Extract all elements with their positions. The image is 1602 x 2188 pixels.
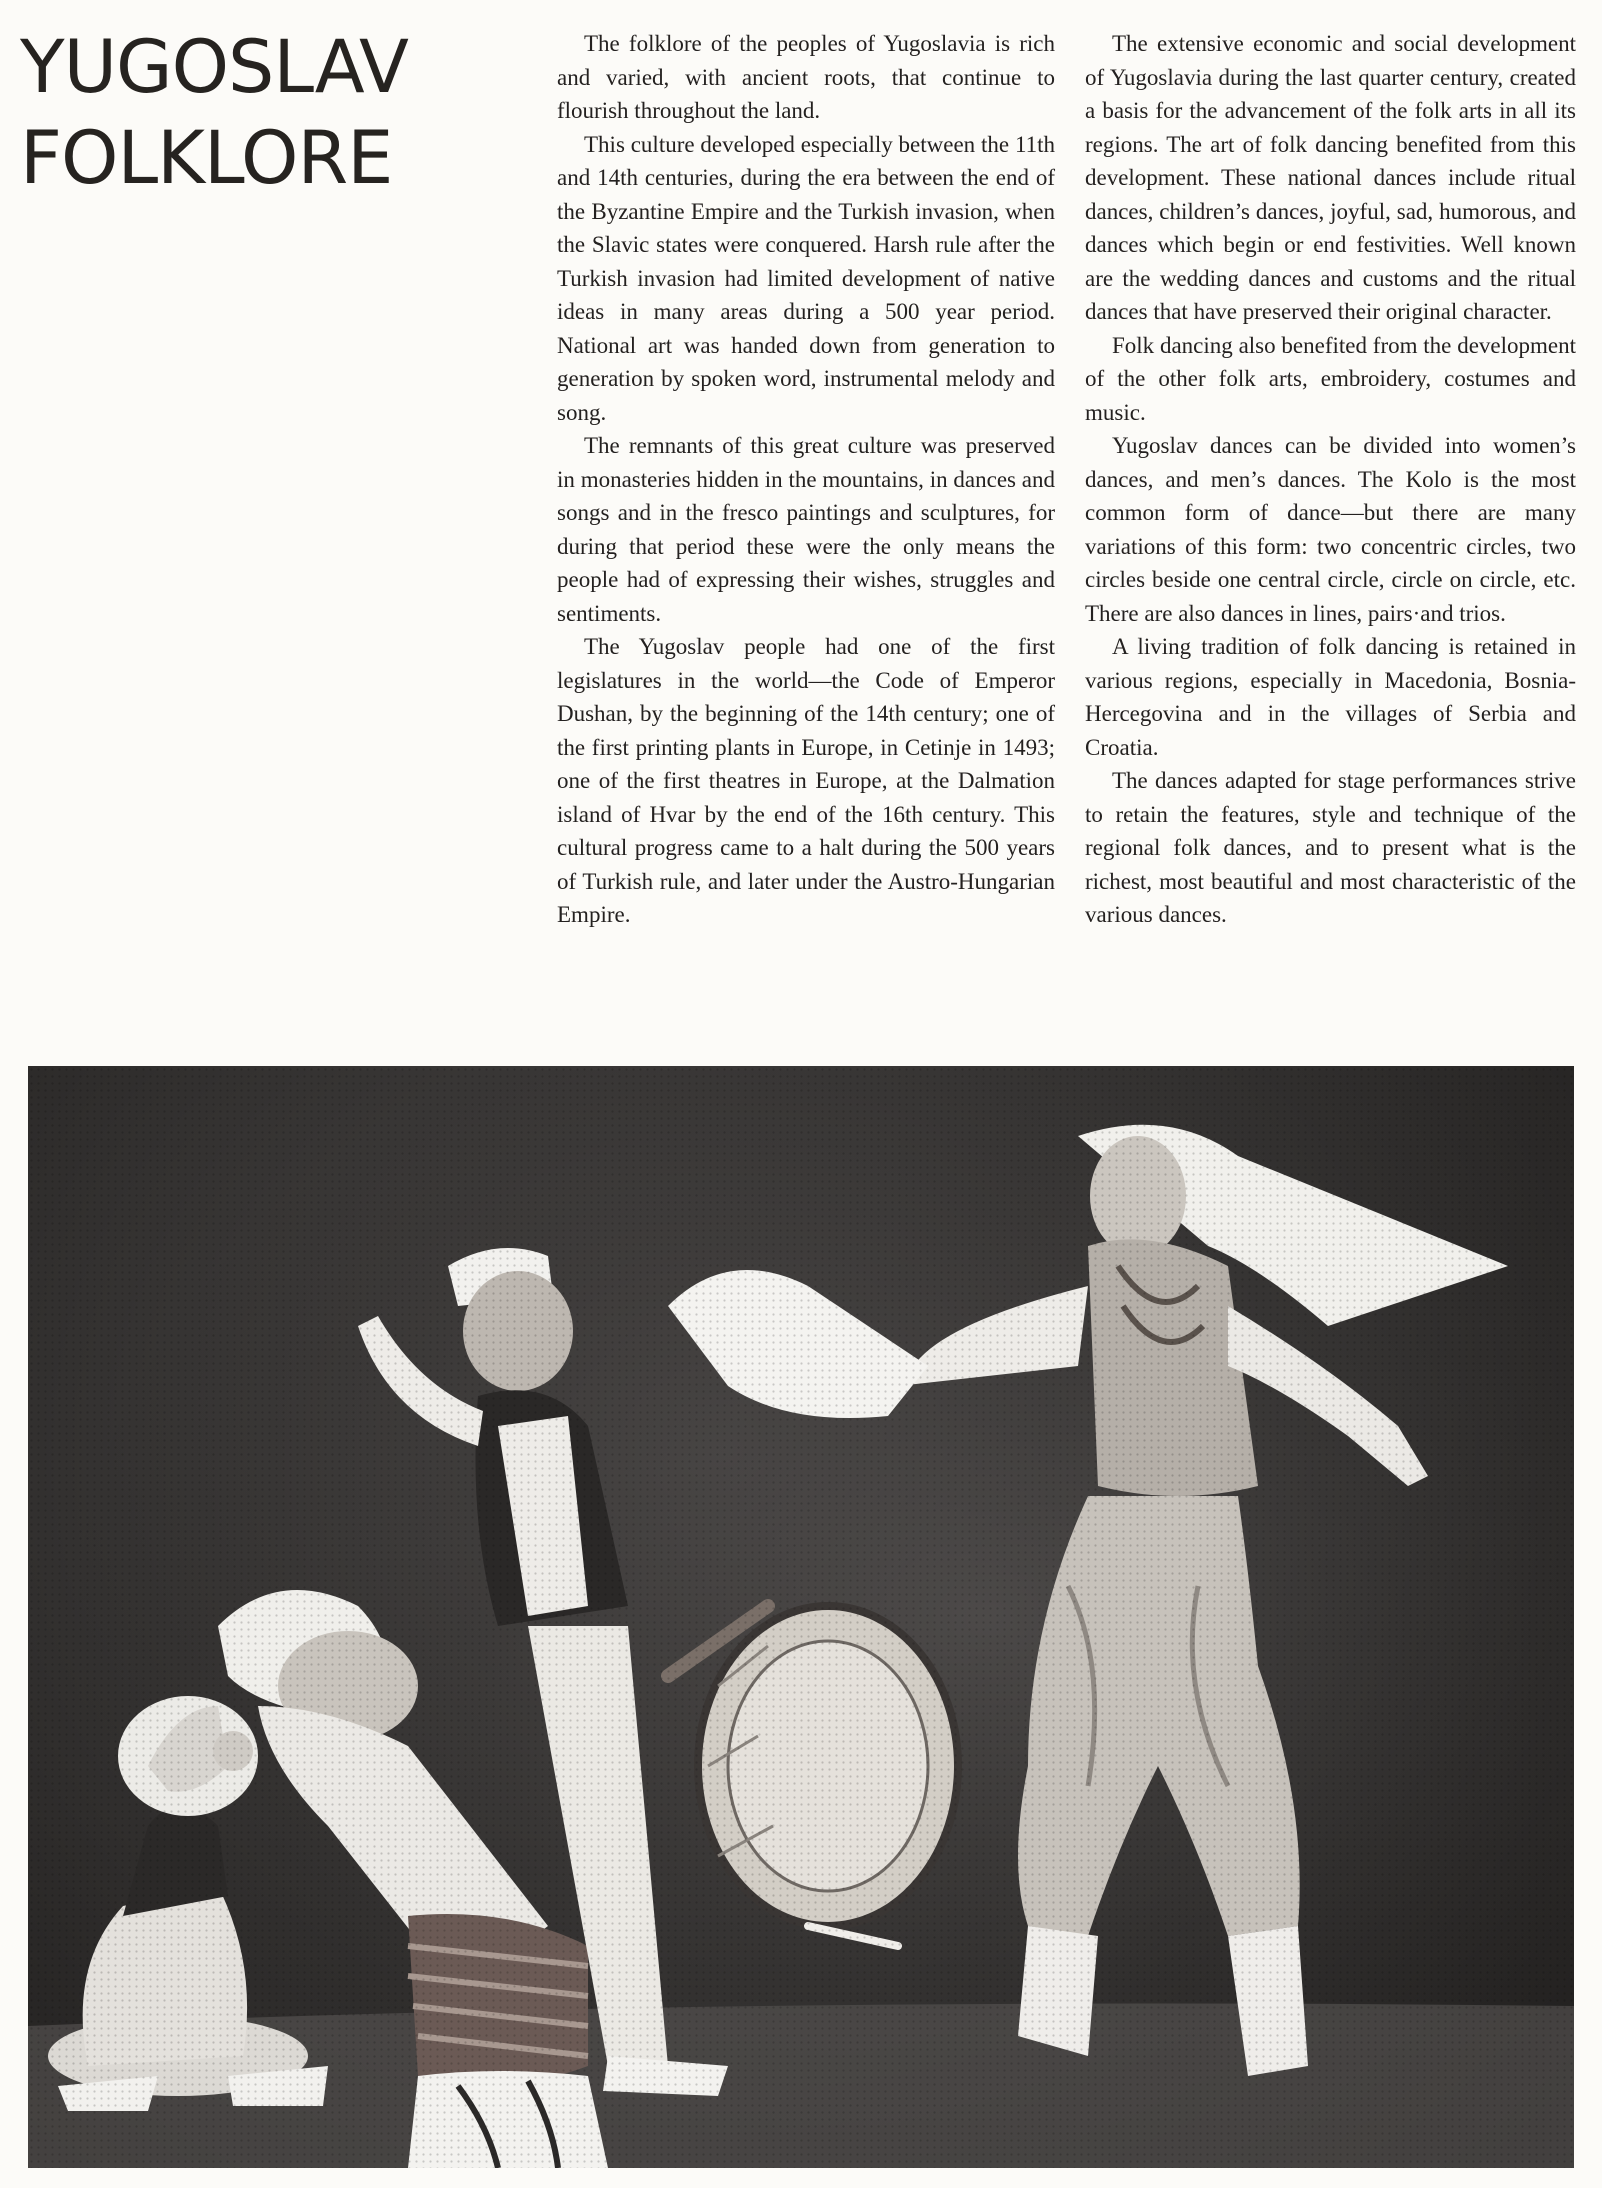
page-title: [20, 22, 500, 204]
page-title-line-2: FOLKLORE: [20, 116, 393, 201]
right-paragraph-2: Folk dancing also benefited from the development of the other folk arts, embroidery, costumes and music.: [1085, 332, 1576, 425]
left-text-column: [557, 27, 1055, 932]
left-paragraph-3: The remnants of this great culture was preserved in monasteries hidden in the mountains, in dances and songs and in the fresco paintings and sculptures, for during that period these were the only means the people had of expressing their wishes, struggles and sentiments.: [557, 433, 1055, 626]
left-paragraph-2: This culture developed especially between the 11th and 14th centuries, during the era between the end of the Byzantine Empire and the Turkish invasion, when the Slavic states were conquered. Harsh rule after the Turkish invasion had limited development of native ideas in many areas during a 500 year period. National art was handed down from generation to generation by spoken word, instrumental melody and song.: [557, 131, 1055, 425]
right-paragraph-4: A living tradition of folk dancing is retained in various regions, especially in Macedonia, Bosnia-Hercegovina and in the villages of Serbia and Croatia.: [1085, 634, 1576, 760]
left-paragraph-4: The Yugoslav people had one of the first legislatures in the world—the Code of Emperor Dushan, by the beginning of the 14th century; one of the first printing plants in Europe, in Cetinje in 1493; one of the first theatres in Europe, at the Dalmation island of Hvar by the end of the 16th century. This cultural progress came to a halt during the 500 years of Turkish rule, and later under the Austro-Hungarian Empire.: [557, 634, 1055, 927]
dancers-photo: [28, 1066, 1574, 2168]
left-paragraph-1: The folklore of the peoples of Yugoslavia is rich and varied, with ancient roots, that continue to flourish throughout the land.: [557, 31, 1055, 123]
right-paragraph-1: The extensive economic and social development of Yugoslavia during the last quarter century, created a basis for the advancement of the folk arts in all its regions. The art of folk dancing benefited from this development. These national dances include ritual dances, children’s dances, joyful, sad, humorous, and dances which begin or end festivities. Well known are the wedding dances and customs and the ritual dances that have preserved their original character.: [1085, 31, 1576, 324]
dancers-photo-illustration: [28, 1066, 1574, 2168]
right-paragraph-5: The dances adapted for stage performances strive to retain the features, style and technique of the regional folk dances, and to present what is the richest, most beautiful and most characteristic of the various dances.: [1085, 768, 1576, 927]
right-text-column: [1085, 27, 1576, 932]
halftone-overlay: [28, 1066, 1574, 2168]
page-title-line-1: YUGOSLAV: [20, 25, 408, 110]
right-paragraph-3: Yugoslav dances can be divided into women’s dances, and men’s dances. The Kolo is the most common form of dance—but there are many variations of this form: two concentric circles, two circles beside one central circle, circle on circle, etc. There are also dances in lines, pairs·and trios.: [1085, 433, 1576, 626]
